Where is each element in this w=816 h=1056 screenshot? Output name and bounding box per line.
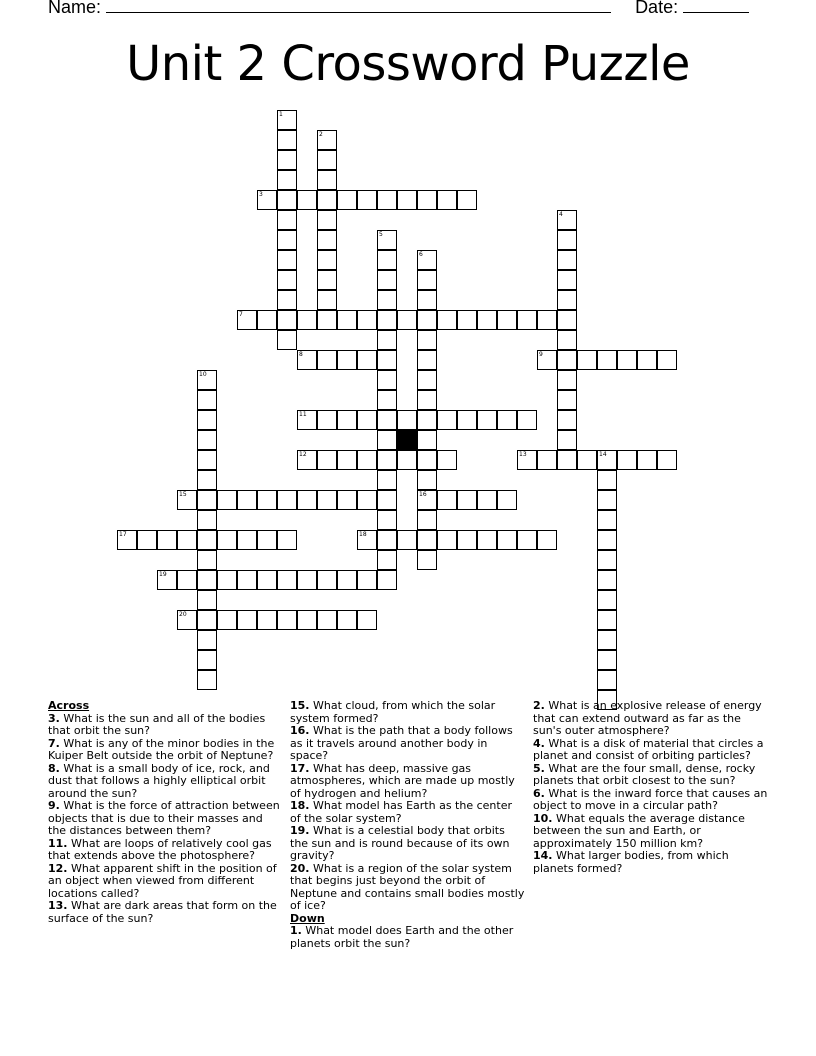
grid-cell[interactable] — [197, 570, 217, 590]
clue-number: 9. — [48, 799, 60, 812]
grid-cell[interactable] — [597, 470, 617, 490]
grid-cell[interactable] — [417, 290, 437, 310]
grid-cell[interactable] — [377, 230, 397, 250]
grid-cell[interactable] — [457, 490, 477, 510]
grid-cell[interactable] — [277, 330, 297, 350]
clue-number: 5. — [533, 761, 545, 775]
clue-item — [290, 863, 526, 913]
grid-cell[interactable] — [597, 630, 617, 650]
grid-cell[interactable] — [417, 410, 437, 430]
grid-cell[interactable] — [597, 450, 617, 470]
grid-cell[interactable] — [497, 530, 517, 550]
grid-cell[interactable] — [557, 310, 577, 330]
clue-item — [290, 800, 526, 825]
grid-cell[interactable] — [297, 310, 317, 330]
grid-cell[interactable] — [417, 510, 437, 530]
clue-text: What is the path that a body follows as it travels around another body in space? — [290, 724, 513, 762]
clue-item — [533, 850, 769, 875]
grid-cell[interactable] — [337, 350, 357, 370]
grid-cell[interactable] — [317, 230, 337, 250]
grid-cell[interactable] — [597, 530, 617, 550]
grid-cell[interactable] — [317, 170, 337, 190]
grid-cell[interactable] — [177, 490, 197, 510]
clue-number: 14. — [533, 849, 553, 862]
grid-cell[interactable] — [277, 250, 297, 270]
grid-cell[interactable] — [297, 570, 317, 590]
clue-number-label: 12 — [299, 451, 307, 458]
grid-cell[interactable] — [317, 270, 337, 290]
grid-cell[interactable] — [477, 490, 497, 510]
clue-item — [48, 900, 284, 925]
grid-cell[interactable] — [377, 370, 397, 390]
grid-cell[interactable] — [317, 490, 337, 510]
grid-cell[interactable] — [517, 450, 537, 470]
grid-cell[interactable] — [597, 650, 617, 670]
grid-cell[interactable] — [597, 510, 617, 530]
grid-cell[interactable] — [257, 530, 277, 550]
grid-cell[interactable] — [537, 530, 557, 550]
grid-cell[interactable] — [417, 430, 437, 450]
grid-cell[interactable] — [317, 150, 337, 170]
grid-cell[interactable] — [377, 350, 397, 370]
grid-cell[interactable] — [157, 570, 177, 590]
grid-cell[interactable] — [597, 610, 617, 630]
grid-cell[interactable] — [317, 450, 337, 470]
grid-cell[interactable] — [457, 410, 477, 430]
name-field[interactable] — [106, 0, 611, 13]
grid-cell[interactable] — [377, 530, 397, 550]
across-heading: Across — [48, 699, 90, 712]
clue-text: What is a celestial body that orbits the sun and is round because of its own gravity? — [290, 824, 510, 862]
grid-cell[interactable] — [457, 310, 477, 330]
grid-cell[interactable] — [437, 410, 457, 430]
clue-number-label: 8 — [299, 351, 303, 358]
grid-cell[interactable] — [337, 570, 357, 590]
grid-cell[interactable] — [537, 350, 557, 370]
grid-cell[interactable] — [277, 610, 297, 630]
grid-cell[interactable] — [337, 410, 357, 430]
grid-cell[interactable] — [357, 310, 377, 330]
grid-cell[interactable] — [317, 210, 337, 230]
grid-cell[interactable] — [277, 170, 297, 190]
grid-cell[interactable] — [257, 570, 277, 590]
clue-number-label: 14 — [599, 451, 607, 458]
grid-cell[interactable] — [317, 190, 337, 210]
grid-cell[interactable] — [197, 410, 217, 430]
grid-cell[interactable] — [397, 190, 417, 210]
grid-cell[interactable] — [597, 670, 617, 690]
name-label: Name: — [48, 0, 102, 17]
grid-cell[interactable] — [377, 250, 397, 270]
clue-item — [290, 825, 526, 863]
grid-cell[interactable] — [437, 310, 457, 330]
grid-cell[interactable] — [417, 450, 437, 470]
grid-cell[interactable] — [277, 150, 297, 170]
grid-cell[interactable] — [357, 570, 377, 590]
grid-cell[interactable] — [597, 490, 617, 510]
clue-text: What model has Earth as the center of the solar system? — [290, 799, 512, 825]
clue-item — [290, 763, 526, 801]
clue-number-label: 3 — [259, 191, 263, 198]
grid-cell[interactable] — [597, 550, 617, 570]
grid-cell[interactable] — [417, 310, 437, 330]
grid-cell[interactable] — [277, 110, 297, 130]
grid-cell[interactable] — [537, 450, 557, 470]
grid-cell[interactable] — [557, 330, 577, 350]
grid-cell[interactable] — [237, 490, 257, 510]
clue-text: What is the sun and all of the bodies that orbit the sun? — [48, 711, 266, 737]
grid-cell[interactable] — [277, 130, 297, 150]
grid-cell[interactable] — [397, 410, 417, 430]
clue-text: What are loops of relatively cool gas that extends above the photosphere? — [48, 836, 272, 862]
grid-cell[interactable] — [377, 390, 397, 410]
grid-cell[interactable] — [117, 530, 137, 550]
grid-cell[interactable] — [317, 310, 337, 330]
clue-item — [48, 713, 284, 738]
grid-cell[interactable] — [257, 190, 277, 210]
grid-cell[interactable] — [397, 530, 417, 550]
clue-number: 19. — [290, 824, 310, 837]
grid-cell[interactable] — [377, 430, 397, 450]
clue-text: What is a region of the solar system that begins just beyond the orbit of Neptune and contains small bodies mostly of ice? — [290, 861, 525, 912]
grid-cell[interactable] — [437, 530, 457, 550]
black-cell — [397, 430, 417, 450]
grid-cell[interactable] — [137, 530, 157, 550]
grid-cell[interactable] — [357, 490, 377, 510]
grid-cell[interactable] — [357, 190, 377, 210]
clue-text: What is a disk of material that circles a planet and consist of orbiting particles? — [533, 736, 764, 762]
grid-cell[interactable] — [277, 190, 297, 210]
clue-item — [290, 925, 526, 950]
grid-cell[interactable] — [377, 330, 397, 350]
grid-cell[interactable] — [557, 370, 577, 390]
clue-number-label: 16 — [419, 491, 427, 498]
grid-cell[interactable] — [317, 350, 337, 370]
clue-text: What are the four small, dense, rocky planets that orbit closest to the sun? — [533, 761, 756, 787]
grid-cell[interactable] — [177, 570, 197, 590]
grid-cell[interactable] — [517, 310, 537, 330]
clue-text: What apparent shift in the position of an object when viewed from different locations called? — [48, 861, 277, 900]
grid-cell[interactable] — [617, 350, 637, 370]
grid-cell[interactable] — [277, 230, 297, 250]
grid-cell[interactable] — [257, 490, 277, 510]
page-title: Unit 2 Crossword Puzzle — [126, 36, 690, 92]
grid-cell[interactable] — [277, 210, 297, 230]
grid-cell[interactable] — [277, 530, 297, 550]
grid-cell[interactable] — [277, 490, 297, 510]
clue-text: What has deep, massive gas atmospheres, which are made up mostly of hydrogen and helium? — [290, 761, 515, 800]
grid-cell[interactable] — [357, 410, 377, 430]
grid-cell[interactable] — [457, 530, 477, 550]
clue-number: 2. — [533, 699, 545, 712]
clue-item — [48, 863, 284, 901]
grid-cell[interactable] — [417, 390, 437, 410]
grid-cell[interactable] — [337, 190, 357, 210]
grid-cell[interactable] — [277, 570, 297, 590]
grid-cell[interactable] — [557, 270, 577, 290]
clue-text: What equals the average distance between the sun and Earth, or approximately 150 million km? — [533, 811, 745, 850]
grid-cell[interactable] — [197, 590, 217, 610]
grid-cell[interactable] — [657, 350, 677, 370]
clue-item — [533, 813, 769, 851]
clue-number: 20. — [290, 861, 310, 875]
grid-cell[interactable] — [197, 490, 217, 510]
clue-number: 10. — [533, 811, 553, 825]
grid-cell[interactable] — [297, 410, 317, 430]
grid-cell[interactable] — [357, 610, 377, 630]
clue-number-label: 2 — [319, 131, 323, 138]
clue-number-label: 6 — [419, 251, 423, 258]
grid-cell[interactable] — [357, 450, 377, 470]
grid-cell[interactable] — [417, 190, 437, 210]
clue-column-2 — [290, 700, 526, 950]
grid-cell[interactable] — [377, 510, 397, 530]
grid-cell[interactable] — [437, 490, 457, 510]
grid-cell[interactable] — [157, 530, 177, 550]
grid-cell[interactable] — [417, 250, 437, 270]
clue-number-label: 9 — [539, 351, 543, 358]
grid-cell[interactable] — [557, 410, 577, 430]
grid-cell[interactable] — [277, 270, 297, 290]
grid-cell[interactable] — [217, 490, 237, 510]
grid-cell[interactable] — [417, 330, 437, 350]
grid-cell[interactable] — [417, 530, 437, 550]
clue-number: 8. — [48, 761, 60, 775]
grid-cell[interactable] — [197, 650, 217, 670]
grid-cell[interactable] — [377, 290, 397, 310]
grid-cell[interactable] — [317, 130, 337, 150]
grid-cell[interactable] — [557, 230, 577, 250]
grid-cell[interactable] — [377, 570, 397, 590]
grid-cell[interactable] — [537, 310, 557, 330]
grid-cell[interactable] — [557, 210, 577, 230]
clue-number-label: 11 — [299, 411, 307, 418]
grid-cell[interactable] — [657, 450, 677, 470]
grid-cell[interactable] — [497, 410, 517, 430]
clue-item — [533, 700, 769, 738]
grid-cell[interactable] — [257, 610, 277, 630]
grid-cell[interactable] — [377, 310, 397, 330]
grid-cell[interactable] — [317, 410, 337, 430]
grid-cell[interactable] — [197, 670, 217, 690]
grid-cell[interactable] — [217, 570, 237, 590]
grid-cell[interactable] — [637, 450, 657, 470]
grid-cell[interactable] — [297, 490, 317, 510]
grid-cell[interactable] — [597, 570, 617, 590]
grid-cell[interactable] — [457, 190, 477, 210]
grid-cell[interactable] — [297, 190, 317, 210]
clue-number: 18. — [290, 799, 310, 812]
clue-column-3 — [533, 700, 769, 875]
clue-item — [533, 738, 769, 763]
clue-item — [533, 763, 769, 788]
clue-item — [533, 788, 769, 813]
clue-text: What is the inward force that causes an object to move in a circular path? — [533, 786, 768, 812]
clue-text: What is a small body of ice, rock, and dust that follows a highly elliptical orbit around the sun? — [48, 761, 270, 800]
grid-cell[interactable] — [197, 370, 217, 390]
grid-cell[interactable] — [197, 610, 217, 630]
date-field[interactable] — [683, 0, 749, 13]
grid-cell[interactable] — [217, 530, 237, 550]
grid-cell[interactable] — [397, 450, 417, 470]
grid-cell[interactable] — [377, 470, 397, 490]
grid-cell[interactable] — [397, 310, 417, 330]
clue-item — [48, 738, 284, 763]
grid-cell[interactable] — [557, 450, 577, 470]
grid-cell[interactable] — [337, 450, 357, 470]
grid-cell[interactable] — [277, 310, 297, 330]
grid-cell[interactable] — [237, 310, 257, 330]
grid-cell[interactable] — [177, 610, 197, 630]
grid-cell[interactable] — [317, 290, 337, 310]
clue-number: 7. — [48, 736, 60, 750]
grid-cell[interactable] — [597, 590, 617, 610]
grid-cell[interactable] — [497, 310, 517, 330]
clue-item — [290, 700, 526, 725]
grid-cell[interactable] — [337, 310, 357, 330]
clue-number: 1. — [290, 924, 302, 937]
grid-cell[interactable] — [557, 290, 577, 310]
grid-cell[interactable] — [197, 430, 217, 450]
clue-text: What larger bodies, from which planets formed? — [533, 849, 729, 875]
grid-cell[interactable] — [197, 470, 217, 490]
clue-number: 13. — [48, 899, 68, 912]
grid-cell[interactable] — [377, 270, 397, 290]
grid-cell[interactable] — [637, 350, 657, 370]
clue-number-label: 1 — [279, 111, 283, 118]
grid-cell[interactable] — [377, 410, 397, 430]
grid-cell[interactable] — [417, 270, 437, 290]
grid-cell[interactable] — [517, 410, 537, 430]
grid-cell[interactable] — [197, 550, 217, 570]
clue-number-label: 13 — [519, 451, 527, 458]
clue-number-label: 19 — [159, 571, 167, 578]
grid-cell[interactable] — [317, 610, 337, 630]
grid-cell[interactable] — [237, 570, 257, 590]
clue-item — [290, 725, 526, 763]
grid-cell[interactable] — [437, 190, 457, 210]
grid-cell[interactable] — [597, 350, 617, 370]
grid-cell[interactable] — [377, 490, 397, 510]
clue-column-1 — [48, 700, 284, 925]
grid-cell[interactable] — [297, 350, 317, 370]
grid-cell[interactable] — [257, 310, 277, 330]
clue-number-label: 5 — [379, 231, 383, 238]
clue-number-label: 20 — [179, 611, 187, 618]
grid-cell[interactable] — [377, 450, 397, 470]
clue-number-label: 4 — [559, 211, 563, 218]
clue-number-label: 7 — [239, 311, 243, 318]
grid-cell[interactable] — [357, 350, 377, 370]
grid-cell[interactable] — [357, 530, 377, 550]
grid-cell[interactable] — [337, 610, 357, 630]
grid-cell[interactable] — [557, 390, 577, 410]
clue-number: 17. — [290, 761, 310, 775]
clue-number: 3. — [48, 711, 60, 725]
clue-text: What model does Earth and the other planets orbit the sun? — [290, 924, 514, 950]
grid-cell[interactable] — [297, 450, 317, 470]
grid-cell[interactable] — [317, 250, 337, 270]
clue-number-label: 18 — [359, 531, 367, 538]
clue-number: 12. — [48, 861, 68, 875]
name-date-line — [48, 0, 768, 20]
clue-number: 11. — [48, 836, 68, 850]
grid-cell[interactable] — [557, 430, 577, 450]
grid-cell[interactable] — [437, 450, 457, 470]
grid-cell[interactable] — [297, 610, 317, 630]
clue-number: 16. — [290, 724, 310, 737]
grid-cell[interactable] — [477, 410, 497, 430]
grid-cell[interactable] — [197, 390, 217, 410]
clue-number-label: 17 — [119, 531, 127, 538]
grid-cell[interactable] — [417, 490, 437, 510]
grid-cell[interactable] — [417, 550, 437, 570]
grid-cell[interactable] — [477, 310, 497, 330]
grid-cell[interactable] — [557, 250, 577, 270]
grid-cell[interactable] — [417, 370, 437, 390]
grid-cell[interactable] — [417, 470, 437, 490]
grid-cell[interactable] — [497, 490, 517, 510]
grid-cell[interactable] — [197, 510, 217, 530]
clue-text: What is the force of attraction between objects that is due to their masses and the distances between them? — [48, 799, 280, 837]
clue-text: What cloud, from which the solar system formed? — [290, 699, 496, 725]
grid-cell[interactable] — [317, 570, 337, 590]
grid-cell[interactable] — [177, 530, 197, 550]
grid-cell[interactable] — [277, 290, 297, 310]
clue-item — [48, 838, 284, 863]
grid-cell[interactable] — [417, 350, 437, 370]
clue-text: What are dark areas that form on the surface of the sun? — [48, 899, 277, 925]
grid-cell[interactable] — [377, 190, 397, 210]
grid-cell[interactable] — [197, 530, 217, 550]
grid-cell[interactable] — [217, 610, 237, 630]
grid-cell[interactable] — [577, 450, 597, 470]
clue-number-label: 10 — [199, 371, 207, 378]
grid-cell[interactable] — [517, 530, 537, 550]
clue-number: 15. — [290, 699, 310, 712]
date-label: Date: — [635, 0, 679, 17]
grid-cell[interactable] — [197, 630, 217, 650]
grid-cell[interactable] — [477, 530, 497, 550]
grid-cell[interactable] — [577, 350, 597, 370]
clue-text: What is any of the minor bodies in the Kuiper Belt outside the orbit of Neptune? — [48, 736, 275, 762]
grid-cell[interactable] — [197, 450, 217, 470]
grid-cell[interactable] — [237, 610, 257, 630]
grid-cell[interactable] — [617, 450, 637, 470]
grid-cell[interactable] — [557, 350, 577, 370]
clue-number: 6. — [533, 786, 545, 800]
clue-item — [48, 800, 284, 838]
clue-number: 4. — [533, 736, 545, 750]
down-heading: Down — [290, 911, 325, 925]
clues-section — [0, 700, 816, 1000]
clue-text: What is an explosive release of energy that can extend outward as far as the sun's outer atmosphere? — [533, 699, 762, 737]
grid-cell[interactable] — [337, 490, 357, 510]
grid-cell[interactable] — [237, 530, 257, 550]
grid-cell[interactable] — [377, 550, 397, 570]
clue-number-label: 15 — [179, 491, 187, 498]
clue-item — [48, 763, 284, 801]
